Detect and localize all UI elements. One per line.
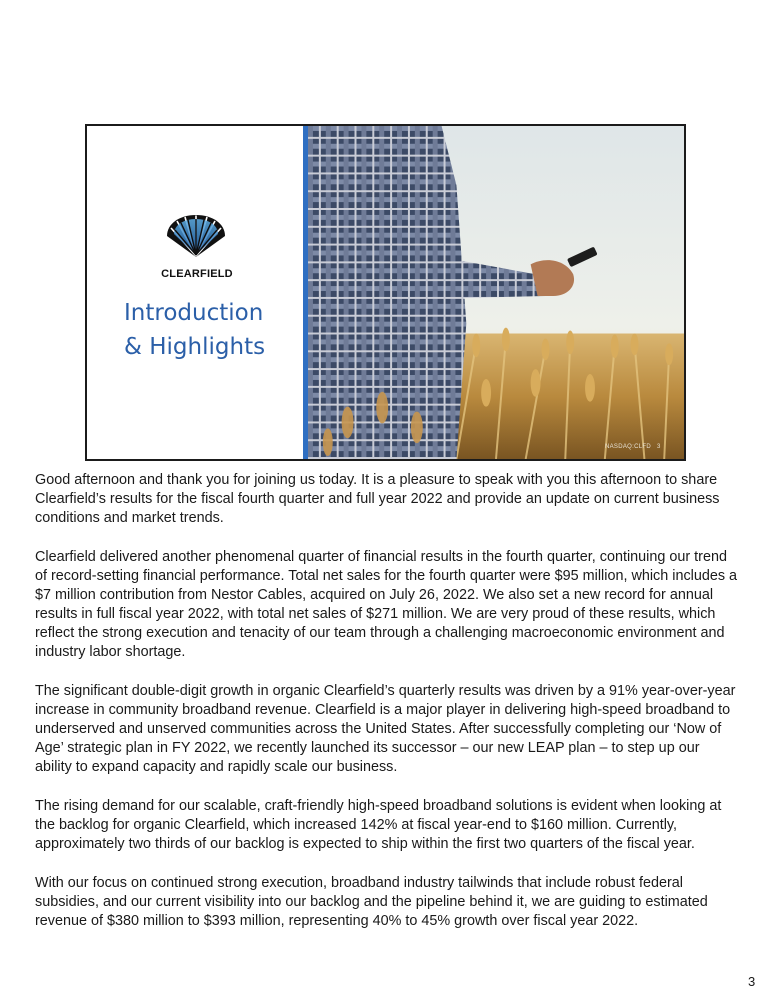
slide-title-line1: Introduction — [124, 300, 264, 326]
slide-footer-page: 3 — [657, 444, 661, 450]
slide-title-line2: & Highlights — [124, 334, 266, 360]
slide-title — [124, 296, 294, 364]
clearfield-logo-icon — [165, 214, 227, 258]
farmer-photo — [308, 126, 684, 459]
paragraph: The significant double-digit growth in organic Clearfield’s quarterly results was driven by a 91% year-over-year increase in community broadband revenue. Clearfield is a major player in delivering high-speed broadband to underserved and unserved communities across the United States. After successfully completing our ‘Now of Age’ strategic plan in FY 2022, we recently launched its successor – our new LEAP plan – to step up our ability to expand capacity and rapidly scale our business. — [35, 683, 736, 775]
paragraph: Clearfield delivered another phenomenal quarter of financial results in the fourth quarter, continuing our trend of record-setting financial performance. Total net sales for the fourth quarter were $95 million, which includes a $7 million contribution from Nestor Cables, acquired on July 26, 2022. We also set a new record for annual results in full fiscal year 2022, with total net sales of $271 million. We are very proud of these results, which reflect the strong execution and tenacity of our team through a challenging macroeconomic environment and industry labor shortage. — [35, 549, 738, 660]
slide-footer-ticker: NASDAQ:CLFD — [605, 444, 651, 450]
farmer-with-phone-photo-icon — [308, 126, 684, 459]
page-number: 3 — [748, 974, 756, 989]
title-slide — [85, 124, 686, 461]
transcript-body — [35, 471, 740, 951]
paragraph: With our focus on continued strong execution, broadband industry tailwinds that include robust federal subsidies, and our current visibility into our backlog and the pipeline behind it, we are guiding to estimated revenue of $380 million to $393 million, representing 40% to 45% growth over fiscal year 2022. — [35, 875, 708, 929]
paragraph: Good afternoon and thank you for joining us today. It is a pleasure to speak with you this afternoon to share Clearfield’s results for the fiscal fourth quarter and full year 2022 and provide an update on current business conditions and market trends. — [35, 472, 720, 526]
slide-title-panel — [87, 126, 303, 459]
logo-wordmark: CLEARFIELD — [161, 268, 233, 280]
paragraph: The rising demand for our scalable, craft-friendly high-speed broadband solutions is evident when looking at the backlog for organic Clearfield, which increased 142% at fiscal year-end to $160 million. Currently, approximately two thirds of our backlog is expected to ship within the first two quarters of the fiscal year. — [35, 798, 722, 852]
